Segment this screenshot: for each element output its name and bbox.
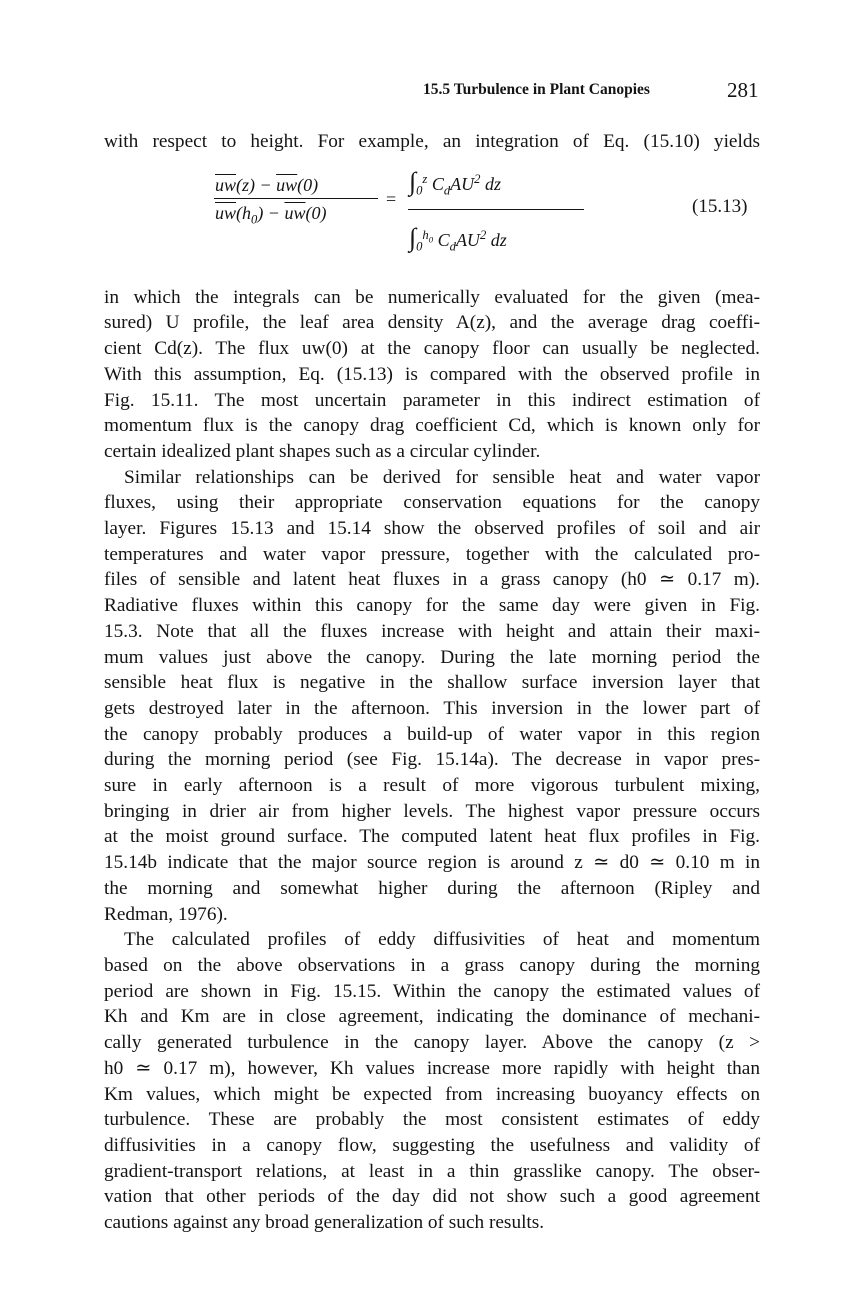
text-line: 15.3. Note that all the fluxes increase with height and attain their maxi-	[104, 620, 760, 642]
body-text	[104, 129, 760, 1236]
text-line: fluxes, using their appropriate conservation equations for the canopy	[104, 492, 760, 514]
equals-sign: =	[386, 188, 397, 209]
text-line: momentum flux is the canopy drag coefficient Cd, which is known only for	[104, 415, 760, 437]
equation-number: (15.13)	[692, 195, 748, 217]
text-line: in which the integrals can be numerically evaluated for the given (mea-	[104, 286, 760, 308]
text-line: layer. Figures 15.13 and 15.14 show the observed profiles of soil and air	[104, 518, 760, 540]
section-title: 15.5 Turbulence in Plant Canopies	[423, 81, 650, 98]
paragraph-4	[104, 927, 760, 1235]
text-line: diffusivities in a canopy flow, suggesting the usefulness and validity of	[104, 1134, 760, 1156]
fraction-bar	[214, 198, 378, 199]
text-line: turbulence. These are probably the most consistent estimates of eddy	[104, 1109, 760, 1131]
text-line: Redman, 1976).	[104, 903, 228, 925]
equation-15-13	[104, 161, 760, 277]
equation-lhs-denominator: $\overline{uw}(h_0) - \overline{uw}(0)$	[215, 202, 327, 227]
paragraph-2	[104, 285, 760, 465]
text-line: at the moist ground surface. The computed latent heat flux profiles in Fig.	[104, 826, 760, 848]
text-line: With this assumption, Eq. (15.13) is compared with the observed profile in	[104, 363, 760, 385]
text-line: the morning and somewhat higher during the afternoon (Ripley and	[104, 877, 760, 899]
page-number: 281	[727, 78, 759, 102]
equation-rhs-numerator: $\int_0^z$ $C_dAU^2$ dz	[409, 166, 501, 198]
text-line: during the morning period (see Fig. 15.14a). The decrease in vapor pres-	[104, 749, 760, 771]
text-line: vation that other periods of the day did not show such a good agreement	[104, 1186, 760, 1208]
text-line: sured) U profile, the leaf area density A(z), and the average drag coeffi-	[104, 312, 760, 334]
text-line: cally generated turbulence in the canopy layer. Above the canopy (z >	[104, 1032, 760, 1054]
text-line: gets destroyed later in the afternoon. This inversion in the lower part of	[104, 697, 760, 719]
text-line: temperatures and water vapor pressure, together with the calculated pro-	[104, 543, 760, 565]
text-line: Fig. 15.11. The most uncertain parameter in this indirect estimation of	[104, 389, 760, 411]
text-line: the canopy probably produces a build-up of water vapor in this region	[104, 723, 760, 745]
text-line: cautions against any broad generalization of such results.	[104, 1212, 545, 1234]
fraction-bar	[408, 209, 584, 210]
text-line: sure in early afternoon is a result of more vigorous turbulent mixing,	[104, 775, 760, 797]
text-line: certain idealized plant shapes such as a circular cylinder.	[104, 440, 541, 462]
text-line: Similar relationships can be derived for sensible heat and water vapor	[124, 466, 760, 488]
text-line: based on the above observations in a grass canopy during the morning	[104, 954, 760, 976]
equation-lhs-numerator: $\overline{uw}(z) - \overline{uw}(0)$	[215, 174, 319, 195]
text-line: The calculated profiles of eddy diffusivities of heat and momentum	[124, 929, 760, 951]
text-line: sensible heat flux is negative in the shallow surface inversion layer that	[104, 672, 760, 694]
text-line: gradient-transport relations, at least in a thin grasslike canopy. The obser-	[104, 1160, 760, 1182]
text-line: Radiative fluxes within this canopy for the same day were given in Fig.	[104, 595, 760, 617]
text-line: 15.14b indicate that the major source region is around z ≃ d0 ≃ 0.10 m in	[104, 852, 760, 874]
text-line: files of sensible and latent heat fluxes in a grass canopy (h0 ≃ 0.17 m).	[104, 569, 760, 591]
text-line: bringing in drier air from higher levels. The highest vapor pressure occurs	[104, 800, 760, 822]
text-line: cient Cd(z). The flux uw(0) at the canopy floor can usually be neglected.	[104, 338, 760, 360]
text-line: mum values just above the canopy. During the late morning period the	[104, 646, 760, 668]
running-header	[0, 78, 864, 102]
paragraph-3	[104, 465, 760, 928]
text-line: Kh and Km are in close agreement, indicating the dominance of mechani-	[104, 1006, 760, 1028]
text-line: h0 ≃ 0.17 m), however, Kh values increase more rapidly with height than	[104, 1057, 760, 1079]
equation-rhs-denominator: $\int_0^{h_0}$ $C_dAU^2$ dz	[409, 222, 507, 254]
text-line: Km values, which might be expected from increasing buoyancy effects on	[104, 1083, 760, 1105]
text-line: period are shown in Fig. 15.15. Within the canopy the estimated values of	[104, 980, 760, 1002]
text-line: with respect to height. For example, an integration of Eq. (15.10) yields	[104, 131, 760, 152]
